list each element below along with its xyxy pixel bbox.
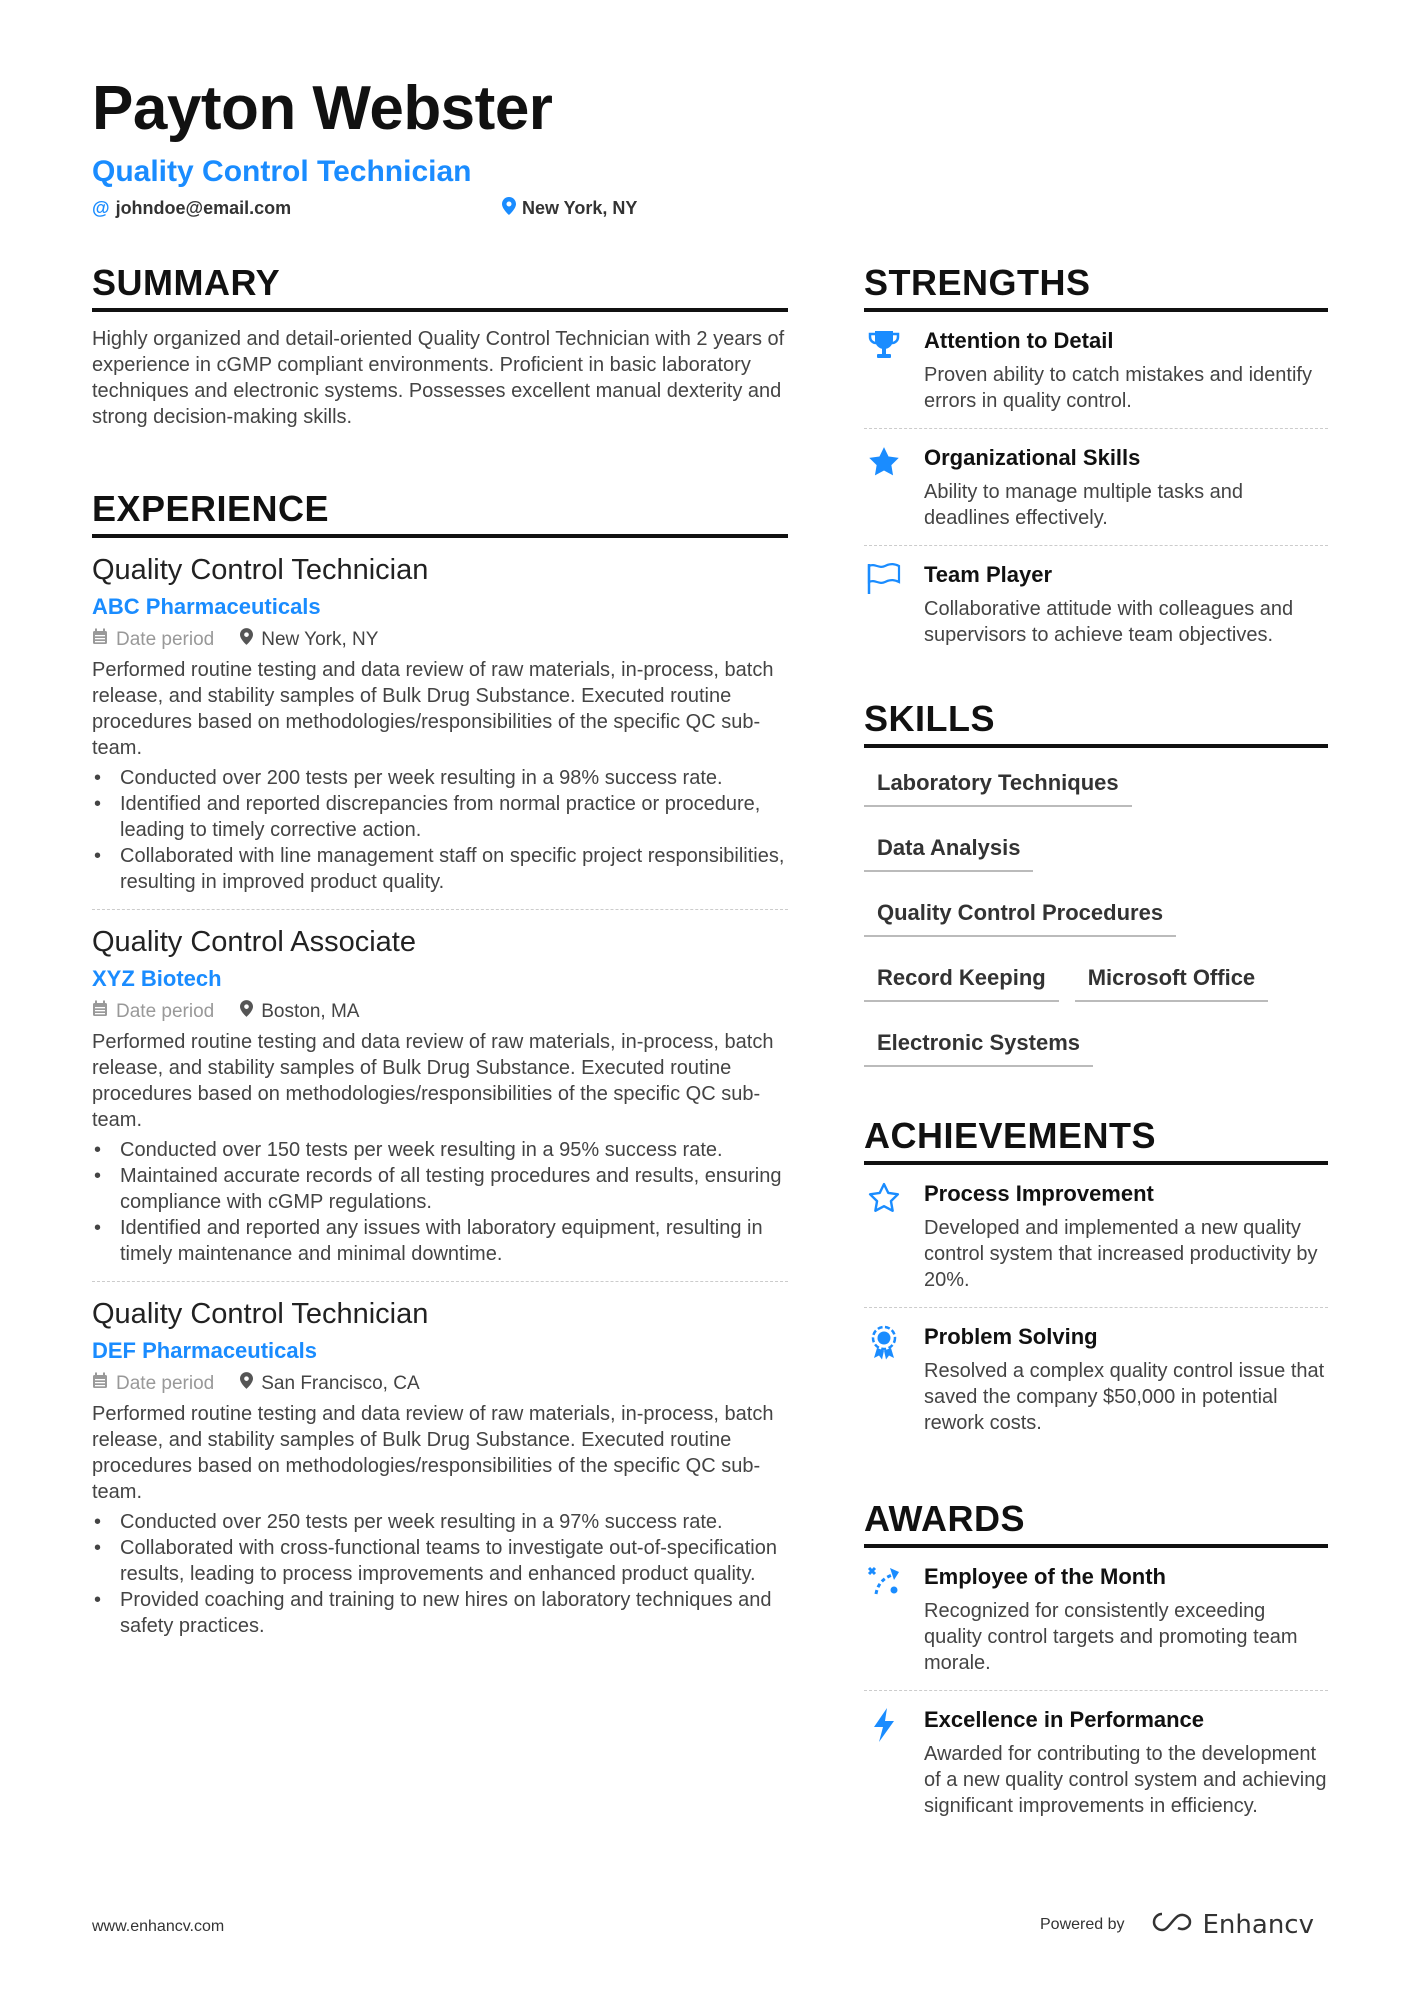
awards-section [864,1498,1328,1833]
candidate-name: Payton Webster [92,74,553,143]
calendar-icon [92,1372,108,1395]
bullet-item: • Identified and reported discrepancies from normal practice or procedure, leading to timely corrective action. [92,791,788,843]
job-location [240,628,378,651]
company-name: ABC Pharmaceuticals [92,594,321,619]
trophy-icon [864,328,904,414]
brand-name: Enhancv [1202,1910,1314,1940]
job-location [240,1372,419,1395]
bullet-item: • Conducted over 250 tests per week resulting in a 97% success rate. [92,1509,788,1535]
date-text: Date period [116,628,215,650]
skill-tag: Record Keeping [864,965,1059,1002]
award-desc: Recognized for consistently exceeding quality control targets and promoting team morale. [924,1600,1298,1674]
email-text: johndoe@email.com [115,198,292,219]
skill-tag: Quality Control Procedures [864,900,1176,937]
calendar-icon [92,628,108,651]
achievements-heading: ACHIEVEMENTS [864,1115,1328,1165]
job-date [92,1372,214,1395]
footer-branding [1040,1910,1314,1940]
summary-heading: SUMMARY [92,262,788,312]
contact-email[interactable] [92,197,502,220]
job-title: Quality Control Associate [92,926,416,958]
achievements-section [864,1115,1328,1450]
right-column [864,262,1328,1833]
experience-heading: EXPERIENCE [92,488,788,538]
strengths-section [864,262,1328,662]
job-bullets [92,1137,788,1267]
bullet-item: • Identified and reported any issues with laboratory equipment, resulting in timely maintenance and minimal downtime. [92,1215,788,1267]
achievement-desc: Developed and implemented a new quality control system that increased productivity by 20%. [924,1217,1318,1291]
bullet-item: • Conducted over 150 tests per week resulting in a 95% success rate. [92,1137,788,1163]
award-title: Excellence in Performance [924,1707,1205,1732]
footer-website[interactable]: www.enhancv.com [92,1918,225,1935]
experience-section [92,488,788,1653]
awards-heading: AWARDS [864,1498,1328,1548]
infinity-logo-icon [1151,1910,1195,1940]
brand-logo[interactable] [1151,1910,1314,1940]
date-text: Date period [116,1000,215,1022]
contact-location [502,197,637,220]
left-column [92,262,788,1653]
award-badge-icon [864,1324,904,1436]
location-text: New York, NY [522,198,638,219]
skills-section [864,698,1328,1067]
strength-desc: Collaborative attitude with colleagues and supervisors to achieve team objectives. [924,598,1294,646]
summary-section [92,262,788,430]
job-description: Performed routine testing and data review of raw materials, in-process, batch release, and stability samples of Bulk Drug Substance. Executed routine procedures based on methodologies/responsibilities of the specific QC sub-team. [92,659,774,759]
job-bullets [92,765,788,895]
award-title: Employee of the Month [924,1564,1166,1589]
strategy-icon [864,1564,904,1676]
strength-title: Team Player [924,562,1053,587]
job-meta [92,628,788,651]
star-icon [864,445,904,531]
strengths-heading: STRENGTHS [864,262,1328,312]
candidate-title: Quality Control Technician [92,155,472,189]
skills-list [864,770,1328,1067]
star-outline-icon [864,1181,904,1293]
job-title: Quality Control Technician [92,1298,429,1330]
award-item [864,1548,1328,1691]
job-title: Quality Control Technician [92,554,429,586]
map-pin-icon [240,1372,253,1395]
bullet-item: • Maintained accurate records of all testing procedures and results, ensuring compliance with cGMP regulations. [92,1163,788,1215]
achievement-item [864,1308,1328,1450]
job-meta [92,1000,788,1023]
location-text: San Francisco, CA [261,1372,420,1394]
flag-icon [864,562,904,648]
company-name: DEF Pharmaceuticals [92,1338,317,1363]
location-text: New York, NY [261,628,379,650]
achievement-item [864,1165,1328,1308]
map-pin-icon [240,1000,253,1023]
bullet-item: • Collaborated with line management staff on specific project responsibilities, resulting in improved product quality. [92,843,788,895]
date-text: Date period [116,1372,215,1394]
at-icon: @ [92,198,110,219]
job-description: Performed routine testing and data review of raw materials, in-process, batch release, and stability samples of Bulk Drug Substance. Executed routine procedures based on methodologies/responsibilities of the specific QC sub-team. [92,1031,774,1131]
map-pin-icon [240,628,253,651]
award-item [864,1691,1328,1833]
job-date [92,628,214,651]
skills-heading: SKILLS [864,698,1328,748]
bullet-item: • Provided coaching and training to new hires on laboratory techniques and safety practices. [92,1587,788,1639]
skill-tag: Electronic Systems [864,1030,1093,1067]
contact-row [92,197,1332,220]
calendar-icon [92,1000,108,1023]
job-meta [92,1372,788,1395]
bullet-item: • Conducted over 200 tests per week resulting in a 98% success rate. [92,765,788,791]
job-date [92,1000,214,1023]
bullet-item: • Collaborated with cross-functional teams to investigate out-of-specification results, leading to process improvements and enhanced product quality. [92,1535,788,1587]
award-desc: Awarded for contributing to the development of a new quality control system and achieving significant improvements in efficiency. [924,1743,1327,1817]
job-entry [92,538,788,910]
strength-desc: Proven ability to catch mistakes and identify errors in quality control. [924,364,1312,412]
strength-title: Attention to Detail [924,328,1114,353]
strength-desc: Ability to manage multiple tasks and deadlines effectively. [924,481,1244,529]
achievement-title: Process Improvement [924,1181,1154,1206]
strength-item [864,429,1328,546]
strength-title: Organizational Skills [924,445,1141,470]
skill-tag: Data Analysis [864,835,1033,872]
job-entry [92,910,788,1282]
strength-item [864,312,1328,429]
strength-item [864,546,1328,662]
company-name: XYZ Biotech [92,966,222,991]
job-description: Performed routine testing and data review of raw materials, in-process, batch release, and stability samples of Bulk Drug Substance. Executed routine procedures based on methodologies/responsibilities of the specific QC sub-team. [92,1403,774,1503]
job-bullets [92,1509,788,1639]
powered-by-text: Powered by [1040,1916,1125,1933]
lightning-icon [864,1707,904,1819]
skill-tag: Laboratory Techniques [864,770,1132,807]
location-text: Boston, MA [261,1000,360,1022]
achievement-desc: Resolved a complex quality control issue that saved the company $50,000 in potential rework costs. [924,1360,1325,1434]
resume-header [92,76,1332,220]
job-location [240,1000,359,1023]
achievement-title: Problem Solving [924,1324,1098,1349]
summary-text: Highly organized and detail-oriented Quality Control Technician with 2 years of experience in cGMP compliant environments. Proficient in basic laboratory techniques and electronic systems. Possesses excellent manual dexterity and strong decision-making skills. [92,328,785,428]
map-pin-icon [502,197,516,220]
skill-tag: Microsoft Office [1075,965,1268,1002]
job-entry [92,1282,788,1653]
